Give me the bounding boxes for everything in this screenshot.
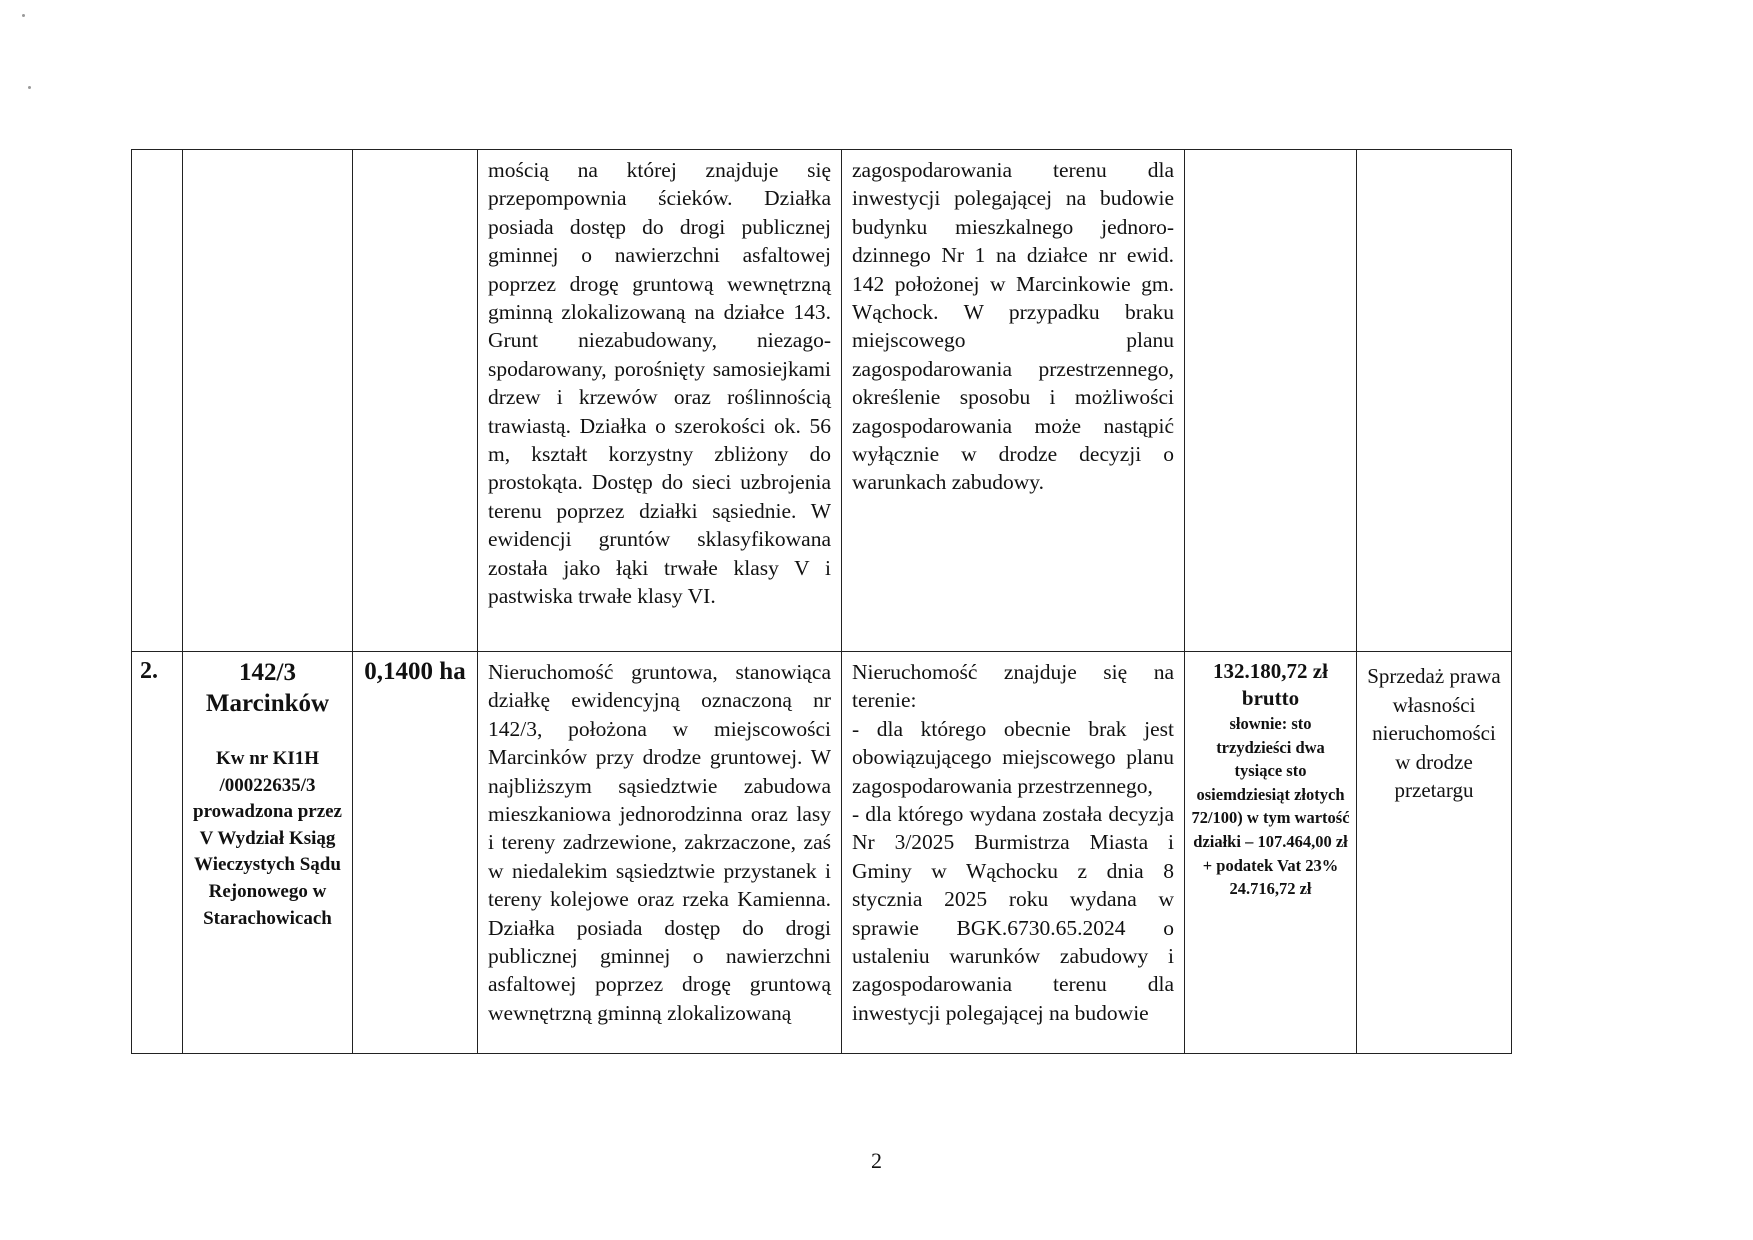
table-row-continuation (132, 150, 1512, 652)
sale-form-cell (1357, 150, 1512, 652)
scan-speck (22, 14, 25, 17)
scan-speck (28, 86, 31, 89)
planning-cell (842, 150, 1185, 652)
planning-text: zagospodarowania terenu dla inwestycji polegającej na budowie budynku mieszkalnego jednorodzinnego Nr 1 na działce nr ewid. 142 położonej w Marcinkowie gm. Wąchock. W przypadku braku miejscowego planu zagospodarowania przestrzennego, określenie sposobu i możliwości zagospodarowania może nastąpić wyłącznie w drodze decyzji o warunkach zabudowy. (852, 158, 1174, 495)
planning-cell (842, 652, 1185, 1054)
area-cell (353, 150, 478, 652)
price-gross-label: brutto (1241, 686, 1300, 710)
area-cell (353, 652, 478, 1054)
parcel-cell (183, 652, 353, 1054)
description-cell (478, 652, 842, 1054)
page-number: 2 (871, 1148, 882, 1173)
description-cell (478, 150, 842, 652)
parcel-location: Marcinków (205, 690, 330, 717)
lot-number: 2. (140, 658, 158, 684)
description-text: mością na której znajduje się przepompownia ścieków. Działka posiada dostęp do drogi publicznej gminnej o nawierzchni asfaltowej poprzez drogę gruntową wewnętrzną gminną zlokalizowaną na działce 143. Grunt niezabudowany, niezagospodarowany, porośnięty samosiejkami drzew i krzewów oraz roślinnością trawiastą. Działka o szerokości ok. 56 m, kształt korzystny zbliżony do prostokąta. Dostęp do sieci uzbrojenia terenu poprzez działki sąsiednie. W ewidencji gruntów sklasyfikowana została jako łąki trwałe klasy V i pastwiska trwałe klasy VI. (488, 158, 831, 609)
price-cell (1185, 652, 1357, 1054)
planning-item: - dla którego wydana została decyzja Nr 3/2025 Burmistrza Miasta i Gminy w Wąchocku z dnia 8 stycznia 2025 roku wydana w sprawie BGK.6730.65.2024 o ustaleniu warunków zabudowy i zagospodarowania terenu dla inwestycji polegającej na budowie (852, 802, 1174, 1025)
parcel-number: 142/3 (239, 659, 296, 686)
sale-form-cell (1357, 652, 1512, 1054)
auction-table (131, 149, 1512, 1054)
price-cell (1185, 150, 1357, 652)
land-register-info: Kw nr KI1H /00022635/3 prowadzona przez V Wydział Ksiąg Wieczystych Sądu Rejonowego w Starachowicach (193, 748, 342, 929)
lot-number-cell (132, 150, 183, 652)
price-amount: 132.180,72 zł (1213, 659, 1328, 683)
parcel-area: 0,1400 ha (364, 658, 466, 685)
planning-item: - dla którego obecnie brak jest obowiązującego miejscowego planu zagospodarowania przestrzennego, (852, 716, 1174, 798)
table-row-lot-2 (132, 652, 1512, 1054)
price-in-words: słownie: sto trzydzieści dwa tysiące sto osiemdziesiąt złotych 72/100) w tym wartość działki – 107.464,00 zł + podatek Vat 23% 24.716,72 zł (1191, 714, 1350, 899)
parcel-cell (183, 150, 353, 652)
planning-intro: Nieruchomość znajduje się na terenie: (852, 660, 1174, 713)
lot-number-cell (132, 652, 183, 1054)
sale-form: Sprzedaż prawa własności nieruchomości w drodze przetargu (1367, 664, 1501, 803)
description-text: Nieruchomość gruntowa, stanowiąca działkę ewidencyjną oznaczoną nr 142/3, położona w miejscowości Marcinków przy drodze gruntowej. W najbliższym sąsiedztwie zabudowa mieszkaniowa jednorodzinna oraz lasy i tereny zadrzewione, zakrzaczone, zaś w niedalekim sąsiedztwie przystanek i tereny kolejowe oraz rzeka Kamienna. Działka posiada dostęp do drogi publicznej gminnej o nawierzchni asfaltowej poprzez drogę gruntową wewnętrzną gminną zlokalizowaną (488, 660, 831, 1025)
